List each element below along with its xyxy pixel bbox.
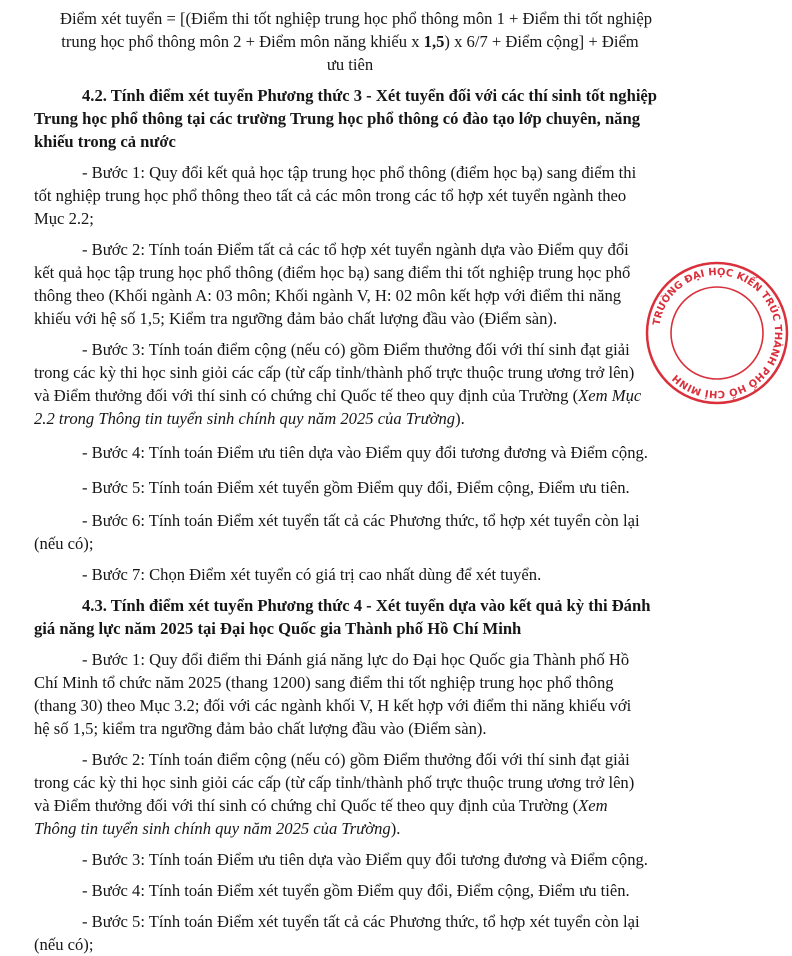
- s42-step3-line-4: 2.2 trong Thông tin tuyển sinh chính quy năm 2025 của Trường).: [34, 409, 465, 428]
- s43-step2-line-4: Thông tin tuyển sinh chính quy năm 2025 của Trường).: [34, 819, 401, 838]
- section-4-2-heading-line-1: 4.2. Tính điểm xét tuyển Phương thức 3 - Xét tuyển đối với các thí sinh tốt nghiệp: [82, 86, 658, 105]
- formula-line-3: ưu tiên: [326, 55, 374, 74]
- s42-step2-line-2: kết quả học tập trung học phổ thông (điểm học bạ) sang điểm thi tốt nghiệp trung học phổ: [34, 263, 631, 282]
- s43-step2-line-1: - Bước 2: Tính toán điểm cộng (nếu có) gồm Điểm thưởng đối với thí sinh đạt giải: [82, 750, 630, 769]
- s43-step1-line-1: - Bước 1: Quy đổi điểm thi Đánh giá năng lực do Đại học Quốc gia Thành phố Hồ: [82, 650, 630, 669]
- s43-step2-line-2: trong các kỳ thi học sinh giỏi các cấp (từ cấp tỉnh/thành phố trực thuộc trung ương trở lên): [34, 773, 635, 792]
- s42-step3-line-3: và Điểm thưởng đối với thí sinh có chứng chỉ Quốc tế theo quy định của Trường (Xem Mục: [34, 386, 642, 405]
- s42-step1-line-1: - Bước 1: Quy đổi kết quả học tập trung học phổ thông (điểm học bạ) sang điểm thi: [82, 163, 637, 182]
- s43-step5-line-2: (nếu có);: [34, 935, 94, 954]
- formula-line-2: trung học phổ thông môn 2 + Điểm môn năng khiếu x 1,5) x 6/7 + Điểm cộng] + Điểm: [61, 32, 639, 51]
- svg-text:TRƯỜNG ĐẠI HỌC KIẾN TRÚC THÀNH: [651, 267, 784, 402]
- section-4-3-heading-line-2: giá năng lực năm 2025 tại Đại học Quốc gia Thành phố Hồ Chí Minh: [34, 619, 522, 638]
- s42-step6-line-2: (nếu có);: [34, 534, 94, 553]
- s42-step1-line-2: tốt nghiệp trung học phổ thông theo tất cả các môn trong các tổ hợp xét tuyển ngành theo: [34, 186, 627, 205]
- s43-step3: - Bước 3: Tính toán Điểm ưu tiên dựa vào Điểm quy đổi tương đương và Điểm cộng.: [82, 850, 648, 869]
- formula-line-1: Điểm xét tuyển = [(Điểm thi tốt nghiệp trung học phổ thông môn 1 + Điểm thi tốt nghiệp: [60, 9, 653, 28]
- s42-step4: - Bước 4: Tính toán Điểm ưu tiên dựa vào Điểm quy đổi tương đương và Điểm cộng.: [82, 443, 648, 462]
- s43-step2-line-3: và Điểm thưởng đối với thí sinh có chứng chỉ Quốc tế theo quy định của Trường (Xem: [34, 796, 608, 815]
- s43-step1-line-2: Chí Minh tổ chức năm 2025 (thang 1200) sang điểm thi tốt nghiệp trung học phổ thông: [34, 673, 614, 692]
- s42-step6-line-1: - Bước 6: Tính toán Điểm xét tuyển tất cả các Phương thức, tổ hợp xét tuyển còn lại: [82, 511, 640, 530]
- s42-step3-line-2: trong các kỳ thi học sinh giỏi các cấp (từ cấp tỉnh/thành phố trực thuộc trung ương trở lên): [34, 363, 635, 382]
- stamp-seal: [642, 258, 792, 408]
- s42-step2-line-4: khiếu với hệ số 1,5; Kiểm tra ngưỡng đảm bảo chất lượng đầu vào (Điểm sàn).: [34, 309, 558, 328]
- s42-step5: - Bước 5: Tính toán Điểm xét tuyển gồm Điểm quy đổi, Điểm cộng, Điểm ưu tiên.: [82, 478, 630, 497]
- s43-step4: - Bước 4: Tính toán Điểm xét tuyển gồm Điểm quy đổi, Điểm cộng, Điểm ưu tiên.: [82, 881, 630, 900]
- s42-step1-line-3: Mục 2.2;: [34, 209, 94, 228]
- section-4-2-heading-line-2: Trung học phổ thông tại các trường Trung học phổ thông có đào tạo lớp chuyên, năng: [34, 109, 640, 128]
- s42-step3-line-1: - Bước 3: Tính toán điểm cộng (nếu có) gồm Điểm thưởng đối với thí sinh đạt giải: [82, 340, 630, 359]
- s43-step5-line-1: - Bước 5: Tính toán Điểm xét tuyển tất cả các Phương thức, tổ hợp xét tuyển còn lại: [82, 912, 640, 931]
- s43-step1-line-4: hệ số 1,5; kiểm tra ngưỡng đảm bảo chất lượng đầu vào (Điểm sàn).: [34, 719, 487, 738]
- s42-step2-line-3: thông theo (Khối ngành A: 03 môn; Khối ngành V, H: 02 môn kết hợp với điểm thi năng: [34, 286, 622, 305]
- s42-step2-line-1: - Bước 2: Tính toán Điểm tất cả các tổ hợp xét tuyển ngành dựa vào Điểm quy đổi: [82, 240, 629, 259]
- section-4-3-heading-line-1: 4.3. Tính điểm xét tuyển Phương thức 4 - Xét tuyển dựa vào kết quả kỳ thi Đánh: [82, 596, 651, 615]
- s42-step7: - Bước 7: Chọn Điểm xét tuyển có giá trị cao nhất dùng để xét tuyển.: [82, 565, 542, 584]
- stamp-text: TRƯỜNG ĐẠI HỌC KIẾN TRÚC THÀNH PHỐ HỒ CHÍ MINH: [651, 266, 784, 400]
- section-4-2-heading-line-3: khiếu trong cả nước: [34, 132, 176, 151]
- s43-step1-line-3: (thang 30) theo Mục 3.2; đối với các ngành khối V, H kết hợp với điểm thi năng khiếu với: [34, 696, 632, 715]
